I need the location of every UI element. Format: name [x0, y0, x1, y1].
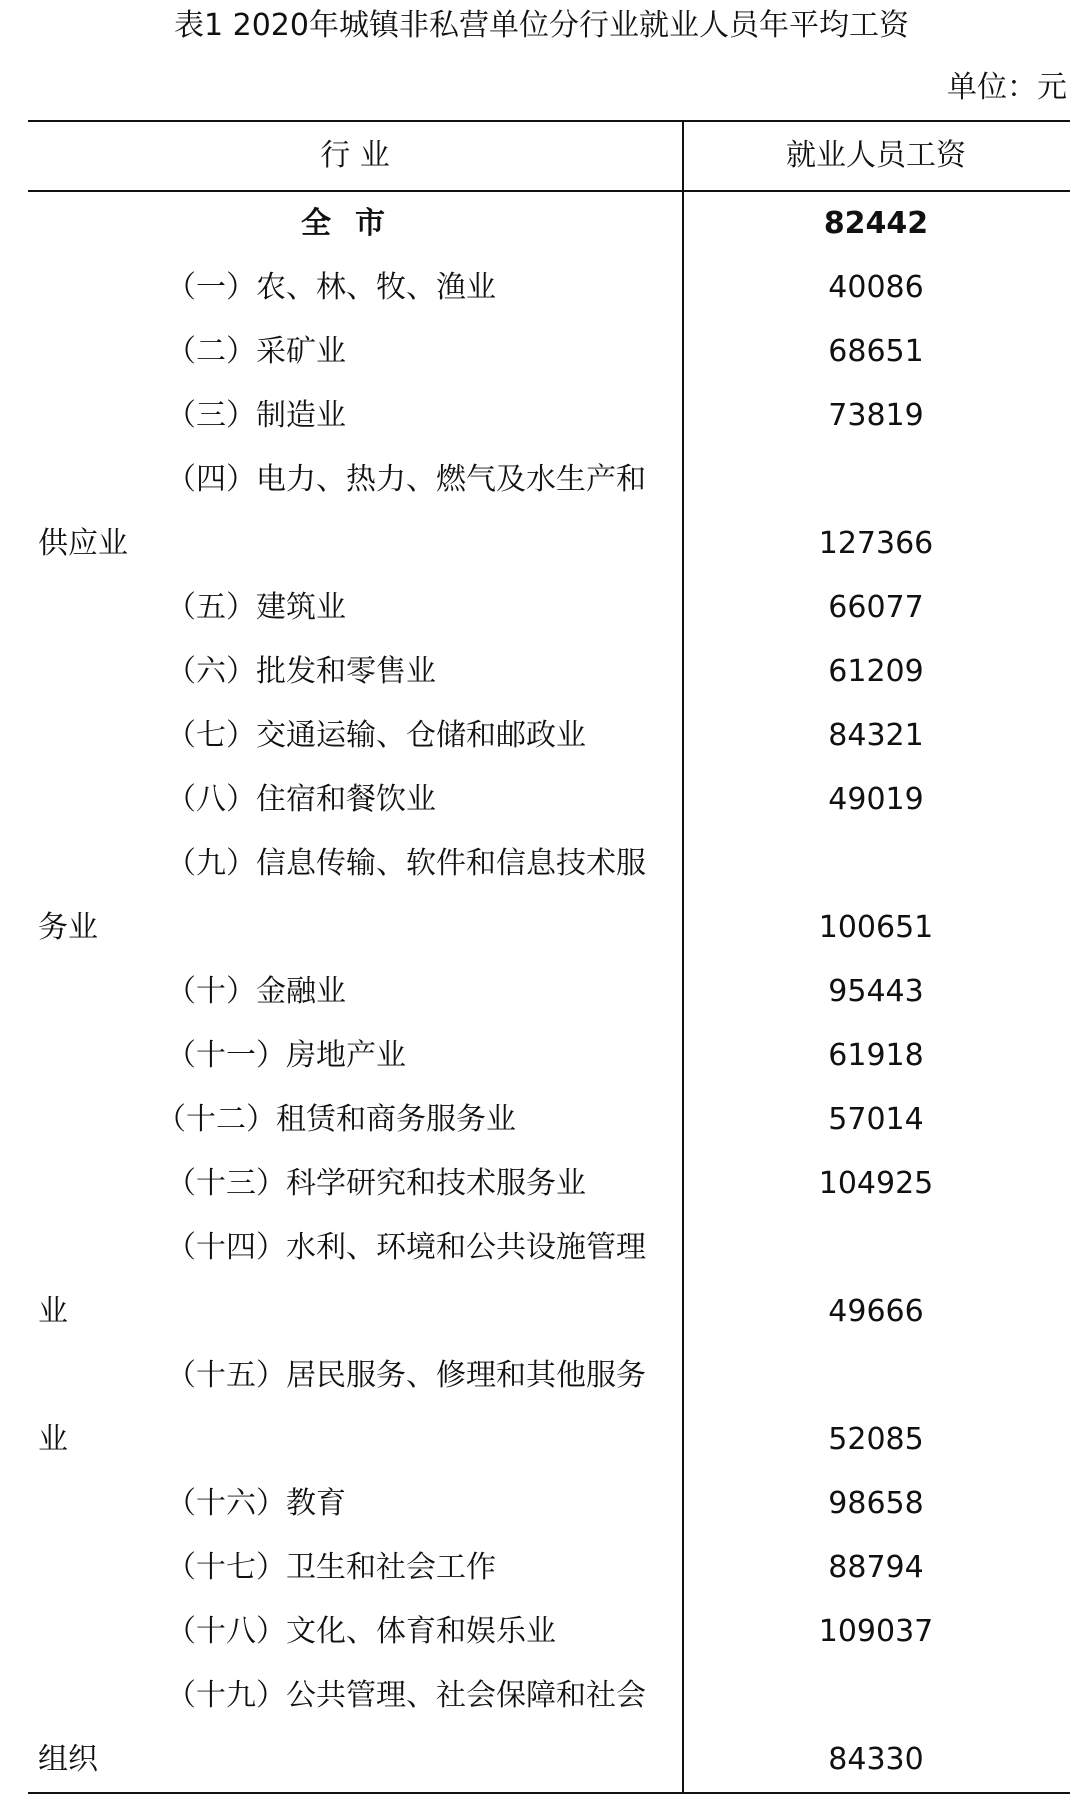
row-value: 104925 — [818, 1166, 934, 1201]
row-label: （一）农、林、牧、渔业 — [166, 270, 496, 305]
table-row — [28, 576, 1070, 640]
row-label: （十七）卫生和社会工作 — [166, 1550, 496, 1585]
table-header — [28, 120, 1070, 192]
row-label: （六）批发和零售业 — [166, 654, 436, 689]
row-label: （十）金融业 — [166, 974, 346, 1009]
table-row — [28, 768, 1070, 832]
table-title: 表1 2020年城镇非私营单位分行业就业人员年平均工资 — [174, 8, 909, 43]
row-value: 49019 — [828, 782, 924, 817]
row-label: （十八）文化、体育和娱乐业 — [166, 1614, 556, 1649]
table-row — [28, 960, 1070, 1024]
wage-table — [28, 120, 1070, 1794]
table-row — [28, 1536, 1070, 1600]
unit-label: 单位：元 — [947, 70, 1067, 105]
row-label: （十六）教育 — [166, 1486, 346, 1521]
row-value: 84330 — [828, 1742, 924, 1777]
row-label: （十二）租赁和商务服务业 — [156, 1102, 516, 1137]
row-label: （七）交通运输、仓储和邮政业 — [166, 718, 586, 753]
table-body — [28, 192, 1070, 1794]
row-label: （十一）房地产业 — [166, 1038, 406, 1073]
row-value: 61918 — [828, 1038, 924, 1073]
row-label: （十三）科学研究和技术服务业 — [166, 1166, 586, 1201]
table-row — [28, 704, 1070, 768]
row-label: （三）制造业 — [166, 398, 346, 433]
table-row — [28, 832, 1070, 960]
row-value: 61209 — [828, 654, 924, 689]
row-label: （五）建筑业 — [166, 590, 346, 625]
row-label: （八）住宿和餐饮业 — [166, 782, 436, 817]
row-value: 109037 — [818, 1614, 934, 1649]
row-label: （二）采矿业 — [166, 334, 346, 369]
table-row — [28, 1152, 1070, 1216]
row-value: 84321 — [828, 718, 924, 753]
table-row — [28, 1664, 1070, 1792]
table-row — [28, 1344, 1070, 1472]
row-value: 98658 — [828, 1486, 924, 1521]
table-row — [28, 384, 1070, 448]
table-row — [28, 1216, 1070, 1344]
table-row — [28, 320, 1070, 384]
row-label: （十五）居民服务、修理和其他服务业 — [38, 1358, 646, 1457]
table-row-total — [28, 192, 1070, 256]
header-wage: 就业人员工资 — [786, 138, 966, 173]
row-label: （十九）公共管理、社会保障和社会组织 — [38, 1678, 646, 1777]
table-row — [28, 640, 1070, 704]
row-value: 40086 — [828, 270, 924, 305]
row-label: （十四）水利、环境和公共设施管理业 — [38, 1230, 646, 1329]
table-row — [28, 1600, 1070, 1664]
row-value: 100651 — [818, 910, 934, 945]
row-value: 52085 — [828, 1422, 924, 1457]
row-value: 88794 — [828, 1550, 924, 1585]
row-value: 127366 — [818, 526, 934, 561]
row-value: 66077 — [828, 590, 924, 625]
table-row — [28, 1472, 1070, 1536]
row-value-total: 82442 — [823, 206, 929, 241]
table-row — [28, 448, 1070, 576]
header-industry: 行 业 — [320, 138, 390, 173]
row-label-total: 全市 — [301, 206, 409, 241]
row-value: 73819 — [828, 398, 924, 433]
table-row — [28, 256, 1070, 320]
row-label: （九）信息传输、软件和信息技术服务业 — [38, 846, 646, 945]
row-value: 49666 — [828, 1294, 924, 1329]
row-label: （四）电力、热力、燃气及水生产和供应业 — [38, 462, 646, 561]
table-row — [28, 1088, 1070, 1152]
row-value: 57014 — [828, 1102, 924, 1137]
row-value: 68651 — [828, 334, 924, 369]
table-row — [28, 1024, 1070, 1088]
row-value: 95443 — [828, 974, 924, 1009]
